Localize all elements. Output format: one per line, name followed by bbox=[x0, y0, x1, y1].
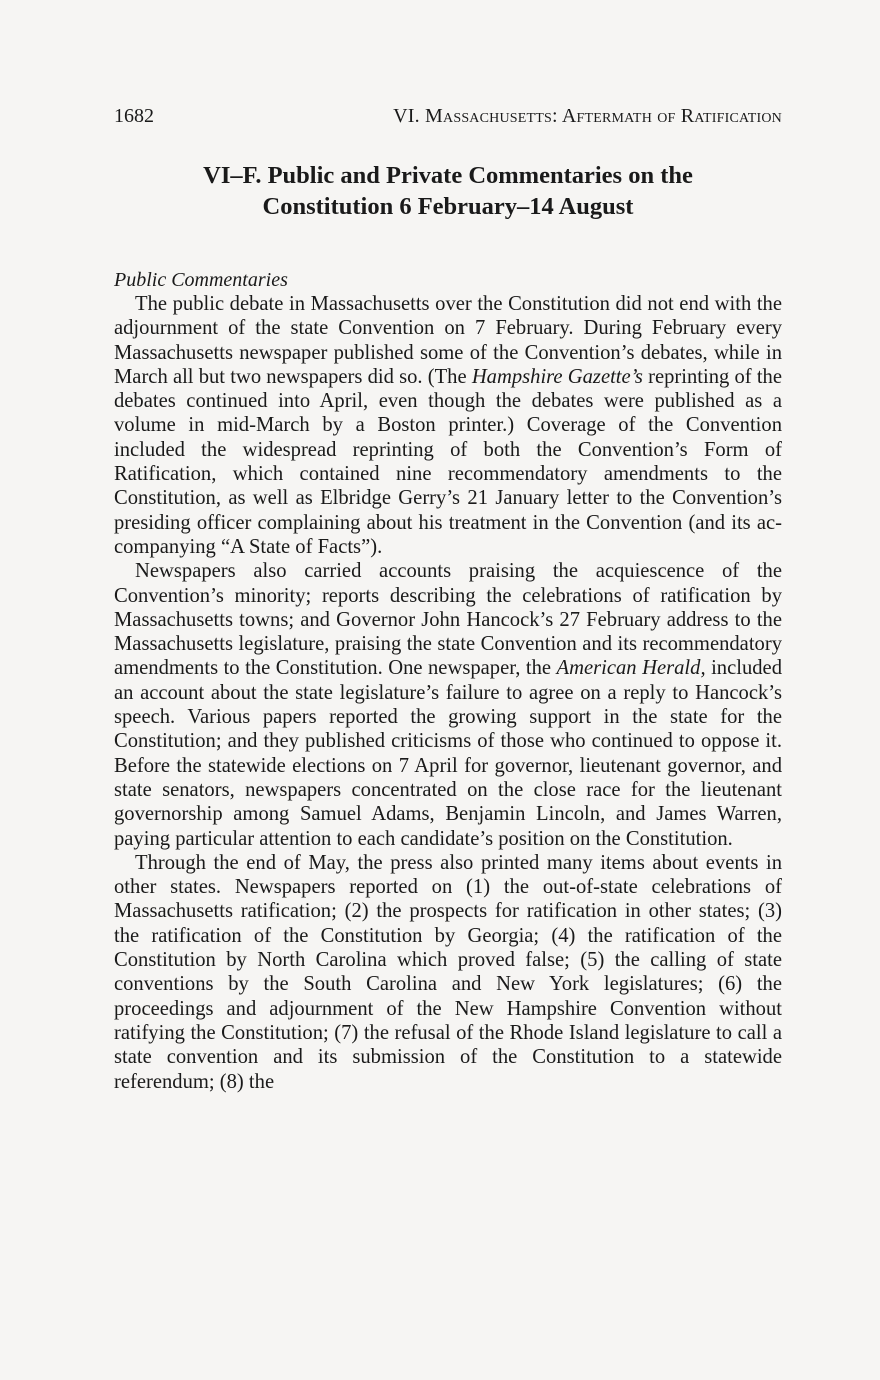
paragraph-1-italic: Hampshire Gazette’s bbox=[471, 365, 643, 388]
running-header bbox=[114, 104, 782, 128]
paragraph-1-text-a: The public debate in Massachusetts over the Constitution did not end with the adjournment of the state Convention on 7 February. During February every Massachusetts newspaper published some of the Convention’s debates, while in March all but two newspapers did so. (The bbox=[114, 293, 782, 388]
document-title-line-2: Constitution 6 February–14 August bbox=[262, 193, 634, 220]
paragraph-1 bbox=[114, 292, 782, 559]
section-label: Public Commentaries bbox=[114, 269, 288, 291]
paragraph-2-text-a: Newspapers also carried accounts praising the acquiescence of the Convention’s minority; reports describing the celebrations of ratification by Massachusetts towns; and Governor John Hancock’s 27 February address to the Massachusetts legislature, praising the state Convention and its recommendatory amendments to the Constitution. One newspaper, the bbox=[114, 560, 782, 680]
paragraph-2-italic: American Herald, bbox=[556, 657, 706, 680]
paragraph-3 bbox=[114, 851, 782, 1094]
paragraph-2-text-c: included an account about the state legislature’s failure to agree on a reply to Hancock’s speech. Various papers reported the growing support in the state for the Constitution; and they published criticisms of those who continued to oppose it. Before the statewide elections on 7 April for governor, lieutenant governor, and state senators, newspapers concentrated on the close race for the lieutenant governorship among Samuel Adams, Benjamin Lincoln, and James Warren, paying particular attention to each candidate’s position on the Constitution. bbox=[114, 657, 782, 850]
paragraph-2 bbox=[114, 559, 782, 851]
page-number: 1682 bbox=[114, 105, 154, 127]
running-title: VI. Massachusetts: Aftermath of Ratification bbox=[393, 105, 782, 127]
paragraph-1-text-c: reprinting of the debates continued into April, even though the debates were published as a volume in mid-March by a Boston printer.) Coverage of the Convention included the widespread reprinting of both the Convention’s Form of Ratification, which contained nine recommendatory amendments to the Constitution, as well as Elbridge Gerry’s 21 January letter to the Convention’s presiding officer complaining about his treatment in the Convention (and its accompanying “A State of Facts”). bbox=[114, 365, 782, 558]
paragraph-3-text-a: Through the end of May, the press also printed many items about events in other states. Newspapers reported on (1) the out-of-state celebrations of Massachusetts ratification; (2) the prospects for ratification in other states; (3) the ratification of the Constitution by Georgia; (4) the ratification of the Constitution by North Carolina which proved false; (5) the calling of state conventions by the South Carolina and New York legislatures; (6) the proceedings and adjournment of the New Hampshire Convention without ratifying the Constitution; (7) the refusal of the Rhode Island legislature to call a state convention and its submission of the Constitution to a statewide referendum; (8) the bbox=[114, 851, 782, 1093]
document-title bbox=[114, 160, 782, 222]
document-page bbox=[114, 104, 782, 1094]
document-title-line-1: VI–F. Public and Private Commentaries on the bbox=[203, 162, 693, 189]
